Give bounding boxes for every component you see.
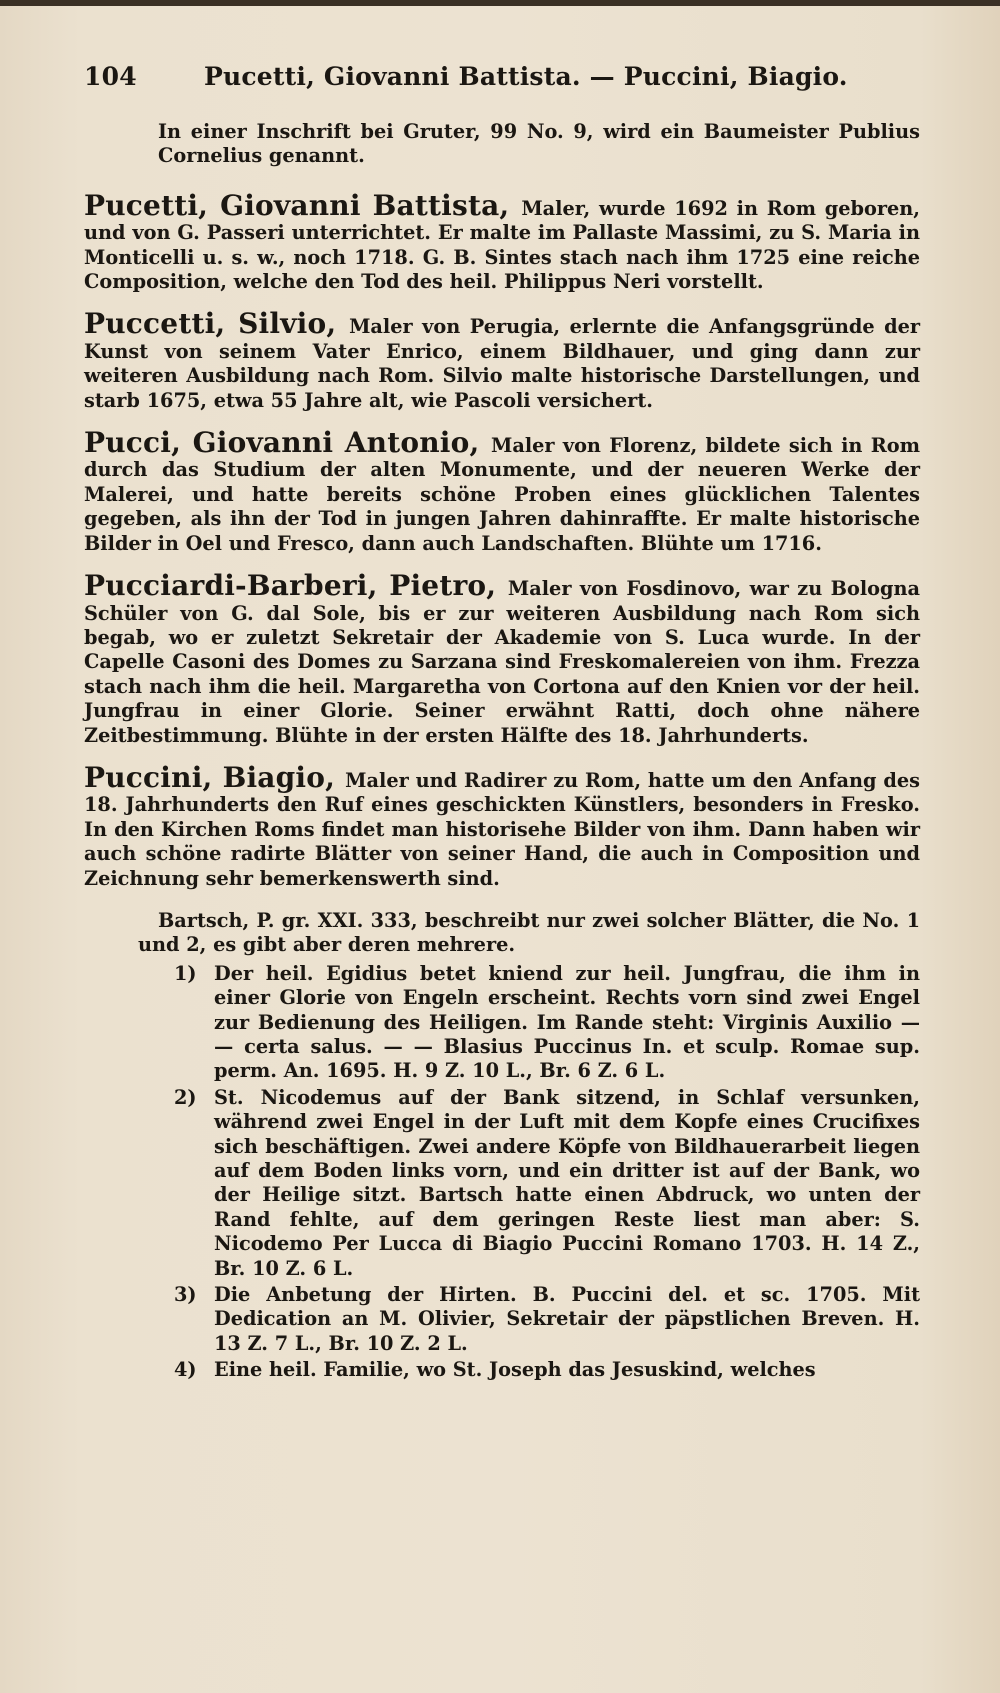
running-header (84, 62, 914, 96)
entry-pucci (84, 426, 920, 556)
list-item-text: St. Nicodemus auf der Bank sitzend, in Schlaf versunken, während zwei Engel in der Luft mit dem Kopfe eines Crucifixes sich beschäftigen. Zwei andere Köpfe von Bildhauerarbeit liegen auf dem Boden links vorn, und ein dritter ist auf der Bank, wo der Heilige sitzt. Bartsch hatte einen Abdruck, wo unten der Rand fehlte, auf dem geringen Reste liest man aber: S. Nicodemo Per Lucca di Biagio Puccini Romano 1703. H. 14 Z., Br. 10 Z. 6 L. (214, 1085, 920, 1280)
page-body (84, 120, 920, 1385)
entry-puccetti (84, 307, 921, 413)
list-item-text: Die Anbetung der Hirten. B. Puccini del. et sc. 1705. Mit Dedication an M. Olivier, Sekretair der päpstlichen Breven. H. 13 Z. 7 L., Br. 10 Z. 2 L. (214, 1283, 920, 1355)
entry-text: Maler und Radirer zu Rom, hatte um den Anfang des 18. Jahrhunderts den Ruf eines geschickten Künstlers, besonders in Fresko. In den Kirchen Roms findet man historisehe Bilder von ihm. Dann haben wir auch schöne radirte Blätter von seiner Hand, die auch in Composition und Zeichnung sehr bemerkenswerth sind. (84, 768, 920, 890)
entry-puccini (84, 760, 920, 891)
list-item-number: 2) (174, 1085, 197, 1109)
entry-pucciardi-barberi (84, 569, 920, 748)
entry-text: Maler von Florenz, bildete sich in Rom durch das Studium der alten Monumente, und der neueren Werke der Malerei, und hatte bereits schöne Proben eines glücklichen Talentes gegeben, als ihn der Tod in jungen Jahren dahinraffte. Er malte historische Bilder in Oel und Fresco, dann auch Landschaften. Blühte um 1716. (84, 434, 920, 555)
list-item (84, 962, 920, 1084)
entry-name: Puccetti, Silvio, (84, 307, 350, 341)
entry-name: Puccini, Biagio, (84, 760, 346, 794)
page-number: 104 (84, 62, 137, 91)
entry-name: Pucetti, Giovanni Battista, (84, 188, 522, 222)
entry-name: Pucci, Giovanni Antonio, (84, 426, 491, 460)
entry-text: Maler von Perugia, erlernte die Anfangsgründe der Kunst von seinem Vater Enrico, einem Bildhauer, und ging dann zur weiteren Ausbildung nach Rom. Silvio malte historische Darstellungen, und starb 1675, etwa 55 Jahre alt, wie Pascoli versichert. (84, 315, 921, 412)
continuation-text: In einer Inschrift bei Gruter, 99 No. 9, wird ein Baumeister Publius Cornelius genannt. (158, 120, 920, 168)
list-item-number: 4) (174, 1358, 197, 1382)
list-item-text: Der heil. Egidius betet kniend zur heil. Jungfrau, die ihm in einer Glorie von Engeln erscheint. Rechts vorn sind zwei Engel zur Bedienung des Heiligen. Im Rande steht: Virginis Auxilio — — certa salus. — — Blasius Puccinus In. et sculp. Romae sup. perm. An. 1695. H. 9 Z. 10 L., Br. 6 Z. 6 L. (214, 961, 920, 1083)
bartsch-note: Bartsch, P. gr. XXI. 333, beschreibt nur zwei solcher Blätter, die No. 1 und 2, es gibt aber deren mehrere. (138, 908, 920, 957)
list-item (84, 1358, 920, 1382)
entry-pucetti (84, 188, 920, 295)
list-item (84, 1283, 920, 1356)
entry-text: Maler, wurde 1692 in Rom geboren, und von G. Passeri unterrichtet. Er malte im Pallaste Massimi, zu S. Maria in Monticelli u. s. w., noch 1718. G. B. Sintes stach nach ihm 1725 eine reiche Composition, welche den Tod des heil. Philippus Neri vorstellt. (84, 196, 920, 294)
print-list (84, 962, 920, 1383)
list-item (84, 1086, 920, 1281)
list-item-number: 3) (174, 1283, 197, 1307)
list-item-number: 1) (174, 961, 197, 985)
running-title: Pucetti, Giovanni Battista. — Puccini, Biagio. (204, 62, 848, 91)
entry-name: Pucciardi-Barberi, Pietro, (84, 569, 508, 603)
page-top-edge (0, 0, 1000, 6)
entry-text: Maler von Fosdinovo, war zu Bologna Schüler von G. dal Sole, bis er zur weiteren Ausbildung nach Rom sich begab, wo er zuletzt Sekretair der Akademie von S. Luca wurde. In der Capelle Casoni des Domes zu Sarzana sind Freskomalereien von ihm. Frezza stach nach ihm die heil. Margaretha von Cortona auf den Knien vor der heil. Jungfrau in einer Glorie. Seiner erwähnt Ratti, doch ohne nähere Zeitbestimmung. Blühte in der ersten Hälfte des 18. Jahrhunderts. (84, 577, 920, 747)
list-item-text: Eine heil. Familie, wo St. Joseph das Jesuskind, welches (214, 1358, 816, 1382)
